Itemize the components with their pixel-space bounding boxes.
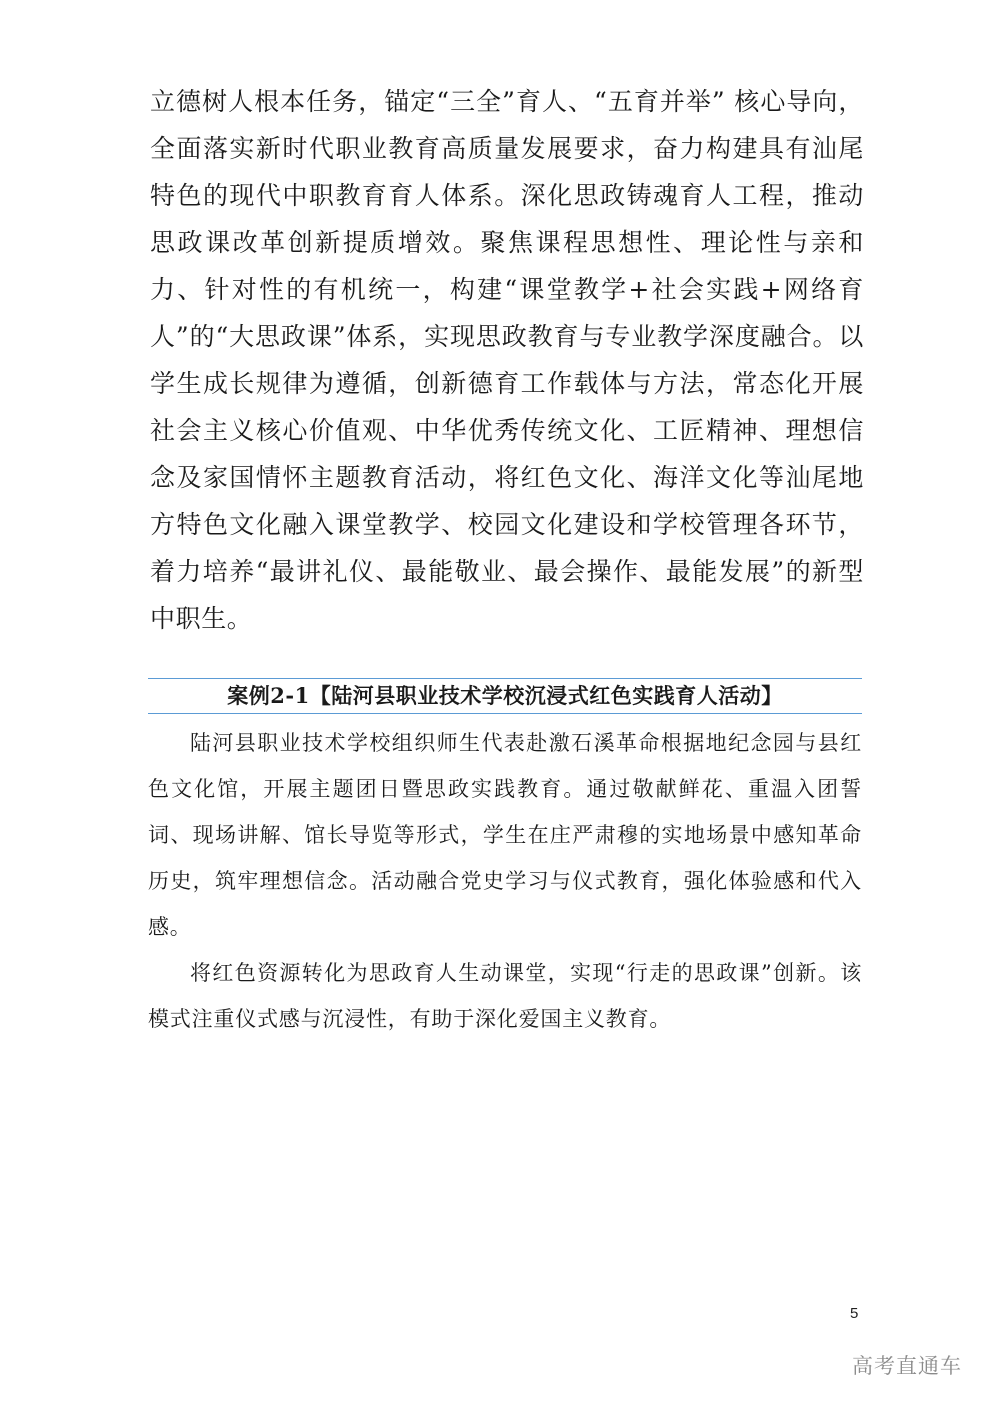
case-study-box [148, 678, 862, 1042]
case-title: 案例2-1【陆河县职业技术学校沉浸式红色实践育人活动】 [148, 678, 862, 714]
watermark-text: 高考直通车 [852, 1354, 962, 1378]
case-paragraph: 陆河县职业技术学校组织师生代表赴激石溪革命根据地纪念园与县红色文化馆，开展主题团日暨思政实践教育。通过敬献鲜花、重温入团誓词、现场讲解、馆长导览等形式，学生在庄严肃穆的实地场景中感知革命历史，筑牢理想信念。活动融合党史学习与仪式教育，强化体验感和代入感。 [148, 731, 862, 939]
body-paragraph: 立德树人根本任务，锚定“三全”育人、“五育并举” 核心导向，全面落实新时代职业教育高质量发展要求，奋力构建具有汕尾特色的现代中职教育育人体系。深化思政铸魂育人工程，推动思政课改革创新提质增效。聚焦课程思想性、理论性与亲和力、针对性的有机统一，构建“课堂教学+社会实践+网络育人”的“大思政课”体系，实现思政教育与专业教学深度融合。以学生成长规律为遵循，创新德育工作载体与方法，常态化开展社会主义核心价值观、中华优秀传统文化、工匠精神、理想信念及家国情怀主题教育活动，将红色文化、海洋文化等汕尾地方特色文化融入课堂教学、校园文化建设和学校管理各环节，着力培养“最讲礼仪、最能敬业、最会操作、最能发展”的新型中职生。 [150, 87, 864, 633]
case-paragraph: 将红色资源转化为思政育人生动课堂，实现“行走的思政课”创新。该模式注重仪式感与沉浸性，有助于深化爱国主义教育。 [148, 961, 862, 1031]
page-number: 5 [850, 1305, 859, 1322]
